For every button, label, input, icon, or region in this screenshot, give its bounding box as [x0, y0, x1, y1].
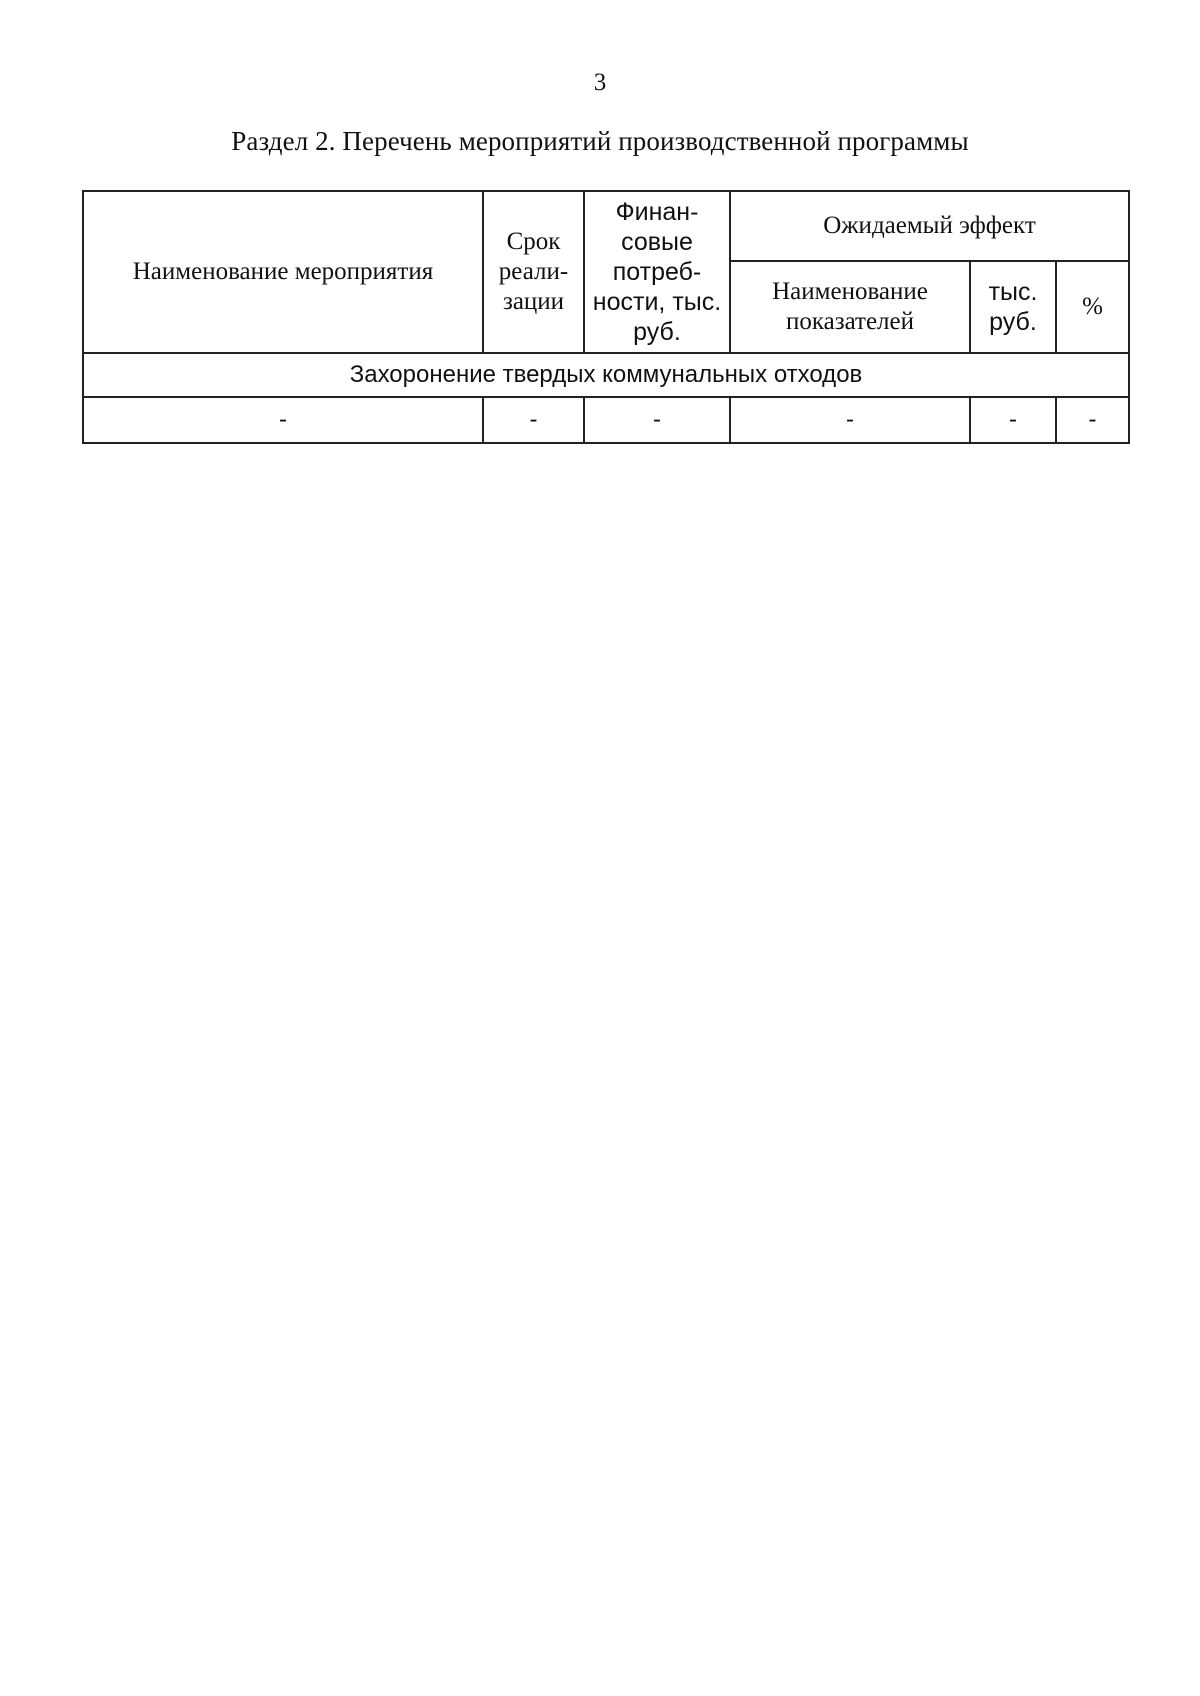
cell-indicator-name: -: [730, 397, 970, 443]
cell-finance: -: [584, 397, 730, 443]
cell-term: -: [483, 397, 584, 443]
header-row-top: [83, 191, 1129, 261]
header-thousand-rub: тыс. руб.: [970, 261, 1056, 353]
header-finance-text: Финан- совые потреб- ности, тыс. руб.: [592, 198, 722, 346]
table-row: [83, 397, 1129, 443]
header-name: Наименование мероприятия: [83, 191, 483, 353]
cell-percent: -: [1056, 397, 1129, 443]
header-effect: Ожидаемый эффект: [730, 191, 1129, 261]
program-table: [82, 190, 1130, 444]
cell-thousand-rub: -: [970, 397, 1056, 443]
page-number: 3: [593, 69, 607, 96]
cell-name: -: [83, 397, 483, 443]
header-indicator-name: Наименование показателей: [730, 261, 970, 353]
section-row-label: Захоронение твердых коммунальных отходов: [83, 353, 1129, 397]
header-finance: [584, 191, 730, 353]
section-title: Раздел 2. Перечень мероприятий производственной программы: [231, 126, 969, 156]
header-percent: %: [1056, 261, 1129, 353]
section-row: [83, 353, 1129, 397]
header-term: [483, 191, 584, 353]
header-term-text: Срок реали- зации: [498, 228, 569, 315]
